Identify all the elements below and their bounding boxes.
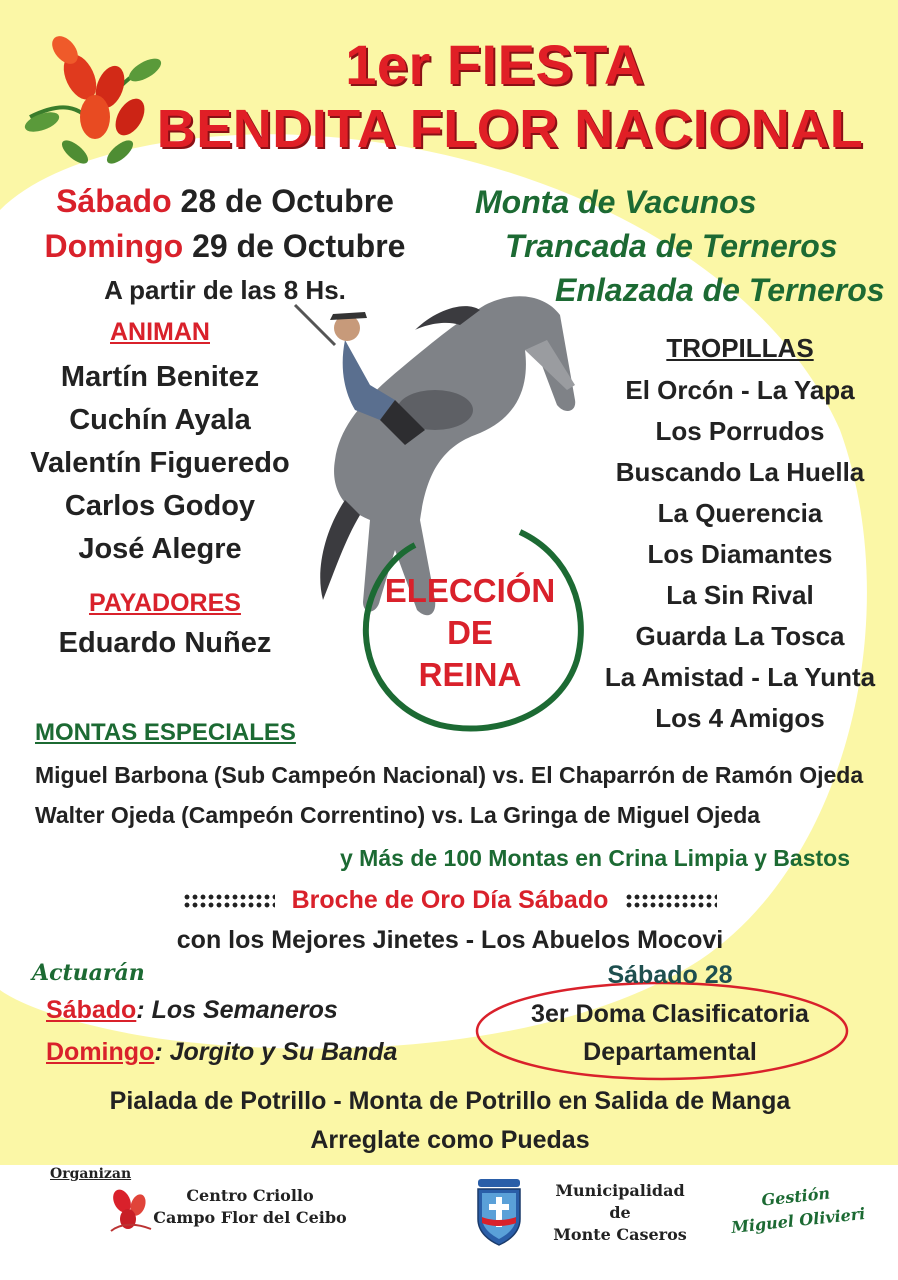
tropilla-name: Guarda La Tosca: [635, 621, 845, 651]
dots-decoration-right: [625, 893, 717, 909]
montas-extra: y Más de 100 Montas en Crina Limpia y Bastos: [340, 845, 850, 871]
actuaran-day-2: Domingo: [46, 1038, 155, 1066]
municipal-shield-icon: [472, 1177, 526, 1247]
date-sunday: [30, 226, 420, 266]
org2-text: [540, 1180, 700, 1246]
gestion-text: [720, 1177, 874, 1240]
ceibo-logo-icon: [106, 1187, 156, 1233]
tropilla-name: El Orcón - La Yapa: [625, 375, 855, 405]
tropilla-name: La Querencia: [657, 498, 823, 528]
date-sunday-value: 29 de Octubre: [192, 228, 406, 264]
org1-text: [150, 1185, 350, 1229]
event-monta-vacunos: Monta de Vacunos: [475, 184, 757, 220]
actuaran-day-1: Sábado: [46, 996, 137, 1024]
broche-subtitle: con los Mejores Jinetes - Los Abuelos Mocovi: [176, 926, 724, 954]
monta-especial-2: Walter Ojeda (Campeón Correntino) vs. La Gringa de Miguel Ojeda: [35, 802, 761, 828]
broche-title: Broche de Oro Día Sábado: [291, 886, 609, 914]
tropilla-name: Buscando La Huella: [615, 457, 865, 487]
montas-heading: MONTAS ESPECIALES: [35, 719, 296, 746]
animan-name: Martín Benitez: [60, 361, 260, 393]
tropilla-name: Los 4 Amigos: [655, 703, 825, 733]
reina-line-3: REINA: [418, 656, 522, 693]
title-line-2: BENDITA FLOR NACIONAL: [156, 99, 864, 159]
gestion-line-1: Gestión: [760, 1183, 831, 1210]
ceibo-flower-icon: [20, 32, 170, 172]
tropilla-name: Los Porrudos: [655, 416, 825, 446]
animan-list: [20, 356, 300, 571]
day-saturday-label: Sábado: [56, 183, 172, 219]
dots-decoration-left: [183, 893, 275, 909]
animan-heading: ANIMAN: [110, 318, 210, 346]
event-trancada-terneros: Trancada de Terneros: [505, 228, 838, 264]
date-saturday: [30, 181, 420, 221]
tropillas-heading: TROPILLAS: [666, 333, 814, 363]
day-sunday-label: Domingo: [44, 228, 184, 264]
reina-line-1: ELECCIÓN: [384, 572, 556, 609]
doma-line-2: Departamental: [583, 1038, 757, 1066]
monta-especial-1: Miguel Barbona (Sub Campeón Nacional) vs. El Chaparrón de Ramón Ojeda: [35, 762, 864, 788]
actuaran-heading: Actuarán: [32, 960, 145, 986]
animan-name: Valentín Figueredo: [30, 447, 290, 479]
doma-day: Sábado 28: [607, 961, 733, 989]
doma-line-1: 3er Doma Clasificatoria: [531, 1000, 809, 1028]
org2-line-3: Monte Caseros: [553, 1225, 687, 1244]
tropillas-list: [595, 370, 885, 739]
broche-row: [140, 882, 760, 918]
closing-line-2: Arreglate como Puedas: [310, 1126, 590, 1154]
org1-line-1: Centro Criollo: [186, 1186, 314, 1205]
reina-text: [370, 570, 570, 696]
event-enlazada-terneros: Enlazada de Terneros: [555, 272, 885, 308]
title-line-1: 1er FIESTA: [345, 33, 645, 96]
org2-line-2: de: [609, 1203, 631, 1222]
actuaran-act-2: : Jorgito y Su Banda: [154, 1038, 398, 1066]
tropilla-name: La Sin Rival: [666, 580, 814, 610]
org2-line-1: Municipalidad: [555, 1181, 685, 1200]
tropilla-name: Los Diamantes: [647, 539, 833, 569]
gestion-line-2: Miguel Olivieri: [730, 1203, 867, 1237]
actuaran-saturday: [46, 992, 338, 1028]
animan-name: Carlos Godoy: [64, 490, 256, 522]
organizan-label: Organizan: [50, 1166, 132, 1182]
org1-line-2: Campo Flor del Ceibo: [153, 1208, 347, 1227]
actuaran-sunday: [46, 1034, 397, 1070]
reina-line-2: DE: [447, 614, 493, 651]
start-time: A partir de las 8 Hs.: [104, 275, 346, 305]
tropilla-name: La Amistad - La Yunta: [604, 662, 876, 692]
payadores-heading: PAYADORES: [89, 589, 241, 617]
animan-name: Cuchín Ayala: [69, 404, 251, 436]
date-saturday-value: 28 de Octubre: [180, 183, 394, 219]
animan-name: José Alegre: [78, 533, 242, 565]
payador-name: Eduardo Nuñez: [58, 627, 272, 659]
footer: [0, 1165, 898, 1280]
closing-line-1: Pialada de Potrillo - Monta de Potrillo en Salida de Manga: [109, 1087, 791, 1115]
actuaran-act-1: : Los Semaneros: [136, 996, 338, 1024]
